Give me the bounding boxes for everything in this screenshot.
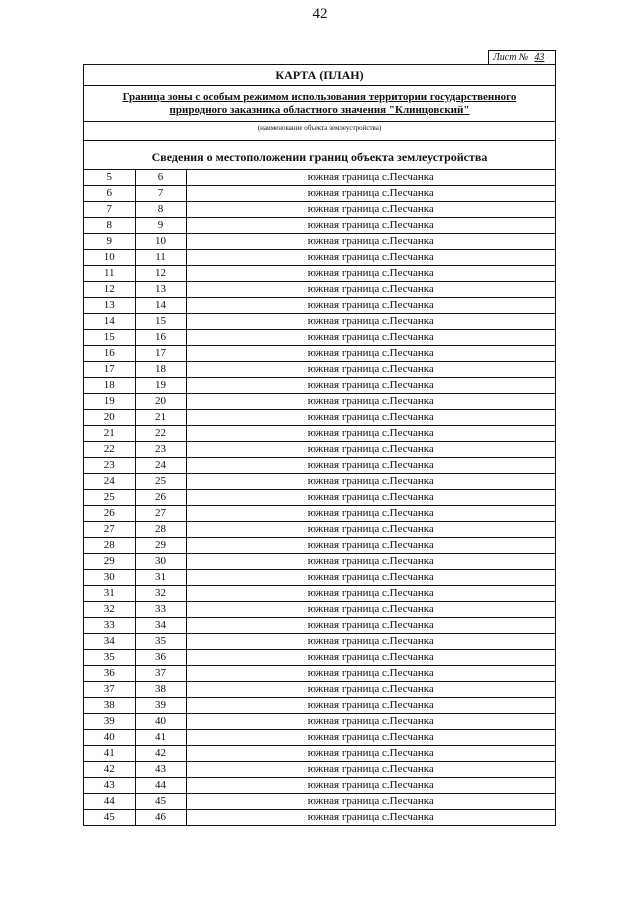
point-from-cell: 36 xyxy=(84,666,135,682)
point-to-cell: 16 xyxy=(135,330,186,346)
table-row xyxy=(84,234,555,250)
point-from-cell: 23 xyxy=(84,458,135,474)
point-from-cell: 25 xyxy=(84,490,135,506)
point-from-cell: 22 xyxy=(84,442,135,458)
boundary-description-cell: южная граница с.Песчанка xyxy=(186,378,555,394)
point-from-cell: 5 xyxy=(84,170,135,186)
boundary-description-cell: южная граница с.Песчанка xyxy=(186,506,555,522)
boundary-description-cell: южная граница с.Песчанка xyxy=(186,250,555,266)
table-row xyxy=(84,330,555,346)
point-to-cell: 21 xyxy=(135,410,186,426)
table-row xyxy=(84,698,555,714)
point-to-cell: 10 xyxy=(135,234,186,250)
point-to-cell: 15 xyxy=(135,314,186,330)
point-from-cell: 7 xyxy=(84,202,135,218)
boundary-description-cell: южная граница с.Песчанка xyxy=(186,554,555,570)
point-from-cell: 16 xyxy=(84,346,135,362)
table-row xyxy=(84,586,555,602)
point-to-cell: 43 xyxy=(135,762,186,778)
point-to-cell: 13 xyxy=(135,282,186,298)
point-to-cell: 33 xyxy=(135,602,186,618)
boundary-points-body xyxy=(84,170,555,825)
point-to-cell: 41 xyxy=(135,730,186,746)
boundary-description-cell: южная граница с.Песчанка xyxy=(186,762,555,778)
point-to-cell: 22 xyxy=(135,426,186,442)
boundary-description-cell: южная граница с.Песчанка xyxy=(186,442,555,458)
boundary-description-cell: южная граница с.Песчанка xyxy=(186,282,555,298)
boundary-description-cell: южная граница с.Песчанка xyxy=(186,458,555,474)
table-row xyxy=(84,378,555,394)
boundary-description-cell: южная граница с.Песчанка xyxy=(186,202,555,218)
point-from-cell: 6 xyxy=(84,186,135,202)
document-frame xyxy=(83,64,556,826)
point-to-cell: 40 xyxy=(135,714,186,730)
boundary-description-cell: южная граница с.Песчанка xyxy=(186,490,555,506)
boundary-description-cell: южная граница с.Песчанка xyxy=(186,778,555,794)
boundary-description-cell: южная граница с.Песчанка xyxy=(186,346,555,362)
table-row xyxy=(84,554,555,570)
boundary-description-cell: южная граница с.Песчанка xyxy=(186,474,555,490)
document-title: КАРТА (ПЛАН) xyxy=(84,65,555,86)
point-from-cell: 39 xyxy=(84,714,135,730)
table-row xyxy=(84,202,555,218)
point-from-cell: 17 xyxy=(84,362,135,378)
boundary-description-cell: южная граница с.Песчанка xyxy=(186,730,555,746)
point-from-cell: 35 xyxy=(84,650,135,666)
point-to-cell: 30 xyxy=(135,554,186,570)
boundary-description-cell: южная граница с.Песчанка xyxy=(186,266,555,282)
table-row xyxy=(84,170,555,186)
point-from-cell: 13 xyxy=(84,298,135,314)
document-subject xyxy=(84,86,555,122)
table-row xyxy=(84,634,555,650)
point-from-cell: 12 xyxy=(84,282,135,298)
point-to-cell: 37 xyxy=(135,666,186,682)
boundary-description-cell: южная граница с.Песчанка xyxy=(186,746,555,762)
boundary-description-cell: южная граница с.Песчанка xyxy=(186,410,555,426)
table-row xyxy=(84,762,555,778)
point-from-cell: 41 xyxy=(84,746,135,762)
boundary-description-cell: южная граница с.Песчанка xyxy=(186,298,555,314)
boundary-description-cell: южная граница с.Песчанка xyxy=(186,522,555,538)
table-row xyxy=(84,506,555,522)
boundary-description-cell: южная граница с.Песчанка xyxy=(186,794,555,810)
boundary-description-cell: южная граница с.Песчанка xyxy=(186,650,555,666)
boundary-description-cell: южная граница с.Песчанка xyxy=(186,586,555,602)
table-row xyxy=(84,490,555,506)
point-from-cell: 9 xyxy=(84,234,135,250)
point-to-cell: 14 xyxy=(135,298,186,314)
subject-caption: (наименование объекта землеустройства) xyxy=(84,122,555,141)
table-row xyxy=(84,730,555,746)
table-row xyxy=(84,794,555,810)
table-row xyxy=(84,218,555,234)
table-row xyxy=(84,442,555,458)
sheet-number-box xyxy=(488,50,556,64)
point-from-cell: 8 xyxy=(84,218,135,234)
point-to-cell: 11 xyxy=(135,250,186,266)
point-from-cell: 34 xyxy=(84,634,135,650)
table-row xyxy=(84,458,555,474)
boundary-description-cell: южная граница с.Песчанка xyxy=(186,362,555,378)
point-to-cell: 6 xyxy=(135,170,186,186)
table-row xyxy=(84,314,555,330)
boundary-description-cell: южная граница с.Песчанка xyxy=(186,602,555,618)
point-from-cell: 26 xyxy=(84,506,135,522)
point-to-cell: 26 xyxy=(135,490,186,506)
table-row xyxy=(84,810,555,826)
point-from-cell: 11 xyxy=(84,266,135,282)
table-row xyxy=(84,426,555,442)
point-from-cell: 18 xyxy=(84,378,135,394)
boundary-description-cell: южная граница с.Песчанка xyxy=(186,570,555,586)
point-to-cell: 23 xyxy=(135,442,186,458)
boundary-description-cell: южная граница с.Песчанка xyxy=(186,218,555,234)
point-from-cell: 27 xyxy=(84,522,135,538)
table-row xyxy=(84,250,555,266)
table-row xyxy=(84,266,555,282)
boundary-description-cell: южная граница с.Песчанка xyxy=(186,810,555,826)
point-to-cell: 42 xyxy=(135,746,186,762)
point-from-cell: 24 xyxy=(84,474,135,490)
point-to-cell: 7 xyxy=(135,186,186,202)
table-row xyxy=(84,394,555,410)
point-to-cell: 35 xyxy=(135,634,186,650)
table-row xyxy=(84,410,555,426)
table-row xyxy=(84,650,555,666)
boundary-description-cell: южная граница с.Песчанка xyxy=(186,330,555,346)
point-to-cell: 32 xyxy=(135,586,186,602)
boundary-description-cell: южная граница с.Песчанка xyxy=(186,618,555,634)
point-from-cell: 21 xyxy=(84,426,135,442)
point-from-cell: 38 xyxy=(84,698,135,714)
boundary-description-cell: южная граница с.Песчанка xyxy=(186,538,555,554)
point-from-cell: 20 xyxy=(84,410,135,426)
boundary-description-cell: южная граница с.Песчанка xyxy=(186,714,555,730)
document-subject-text: Граница зоны с особым режимом использования территории государственного природного заказника областного значения "Клинцовский" xyxy=(122,91,517,116)
point-to-cell: 18 xyxy=(135,362,186,378)
section-heading: Сведения о местоположении границ объекта землеустройства xyxy=(84,141,555,170)
point-to-cell: 19 xyxy=(135,378,186,394)
table-row xyxy=(84,282,555,298)
table-row xyxy=(84,618,555,634)
table-row xyxy=(84,298,555,314)
boundary-description-cell: южная граница с.Песчанка xyxy=(186,234,555,250)
boundary-description-cell: южная граница с.Песчанка xyxy=(186,634,555,650)
point-to-cell: 24 xyxy=(135,458,186,474)
table-row xyxy=(84,746,555,762)
point-from-cell: 30 xyxy=(84,570,135,586)
point-from-cell: 15 xyxy=(84,330,135,346)
point-to-cell: 9 xyxy=(135,218,186,234)
table-row xyxy=(84,362,555,378)
table-row xyxy=(84,682,555,698)
boundary-description-cell: южная граница с.Песчанка xyxy=(186,666,555,682)
point-from-cell: 10 xyxy=(84,250,135,266)
point-from-cell: 45 xyxy=(84,810,135,826)
point-from-cell: 37 xyxy=(84,682,135,698)
boundary-description-cell: южная граница с.Песчанка xyxy=(186,682,555,698)
boundary-description-cell: южная граница с.Песчанка xyxy=(186,170,555,186)
sheet-label: Лист № xyxy=(493,52,529,63)
sheet-number: 43 xyxy=(534,52,545,63)
point-to-cell: 39 xyxy=(135,698,186,714)
point-to-cell: 45 xyxy=(135,794,186,810)
table-row xyxy=(84,666,555,682)
point-to-cell: 28 xyxy=(135,522,186,538)
point-from-cell: 44 xyxy=(84,794,135,810)
point-from-cell: 31 xyxy=(84,586,135,602)
point-from-cell: 28 xyxy=(84,538,135,554)
boundary-description-cell: южная граница с.Песчанка xyxy=(186,426,555,442)
table-row xyxy=(84,538,555,554)
table-row xyxy=(84,186,555,202)
boundary-points-table xyxy=(84,170,555,825)
point-to-cell: 12 xyxy=(135,266,186,282)
point-from-cell: 42 xyxy=(84,762,135,778)
boundary-description-cell: южная граница с.Песчанка xyxy=(186,186,555,202)
point-to-cell: 44 xyxy=(135,778,186,794)
point-from-cell: 14 xyxy=(84,314,135,330)
point-to-cell: 29 xyxy=(135,538,186,554)
point-to-cell: 20 xyxy=(135,394,186,410)
table-row xyxy=(84,602,555,618)
table-row xyxy=(84,346,555,362)
point-to-cell: 46 xyxy=(135,810,186,826)
boundary-description-cell: южная граница с.Песчанка xyxy=(186,698,555,714)
table-row xyxy=(84,714,555,730)
point-to-cell: 8 xyxy=(135,202,186,218)
table-row xyxy=(84,522,555,538)
point-to-cell: 17 xyxy=(135,346,186,362)
point-from-cell: 29 xyxy=(84,554,135,570)
point-to-cell: 31 xyxy=(135,570,186,586)
page-number: 42 xyxy=(312,6,328,22)
point-to-cell: 27 xyxy=(135,506,186,522)
point-to-cell: 38 xyxy=(135,682,186,698)
boundary-description-cell: южная граница с.Песчанка xyxy=(186,394,555,410)
point-to-cell: 36 xyxy=(135,650,186,666)
boundary-description-cell: южная граница с.Песчанка xyxy=(186,314,555,330)
table-row xyxy=(84,474,555,490)
point-from-cell: 33 xyxy=(84,618,135,634)
table-row xyxy=(84,570,555,586)
point-from-cell: 40 xyxy=(84,730,135,746)
point-from-cell: 43 xyxy=(84,778,135,794)
point-from-cell: 32 xyxy=(84,602,135,618)
point-to-cell: 25 xyxy=(135,474,186,490)
point-to-cell: 34 xyxy=(135,618,186,634)
table-row xyxy=(84,778,555,794)
point-from-cell: 19 xyxy=(84,394,135,410)
